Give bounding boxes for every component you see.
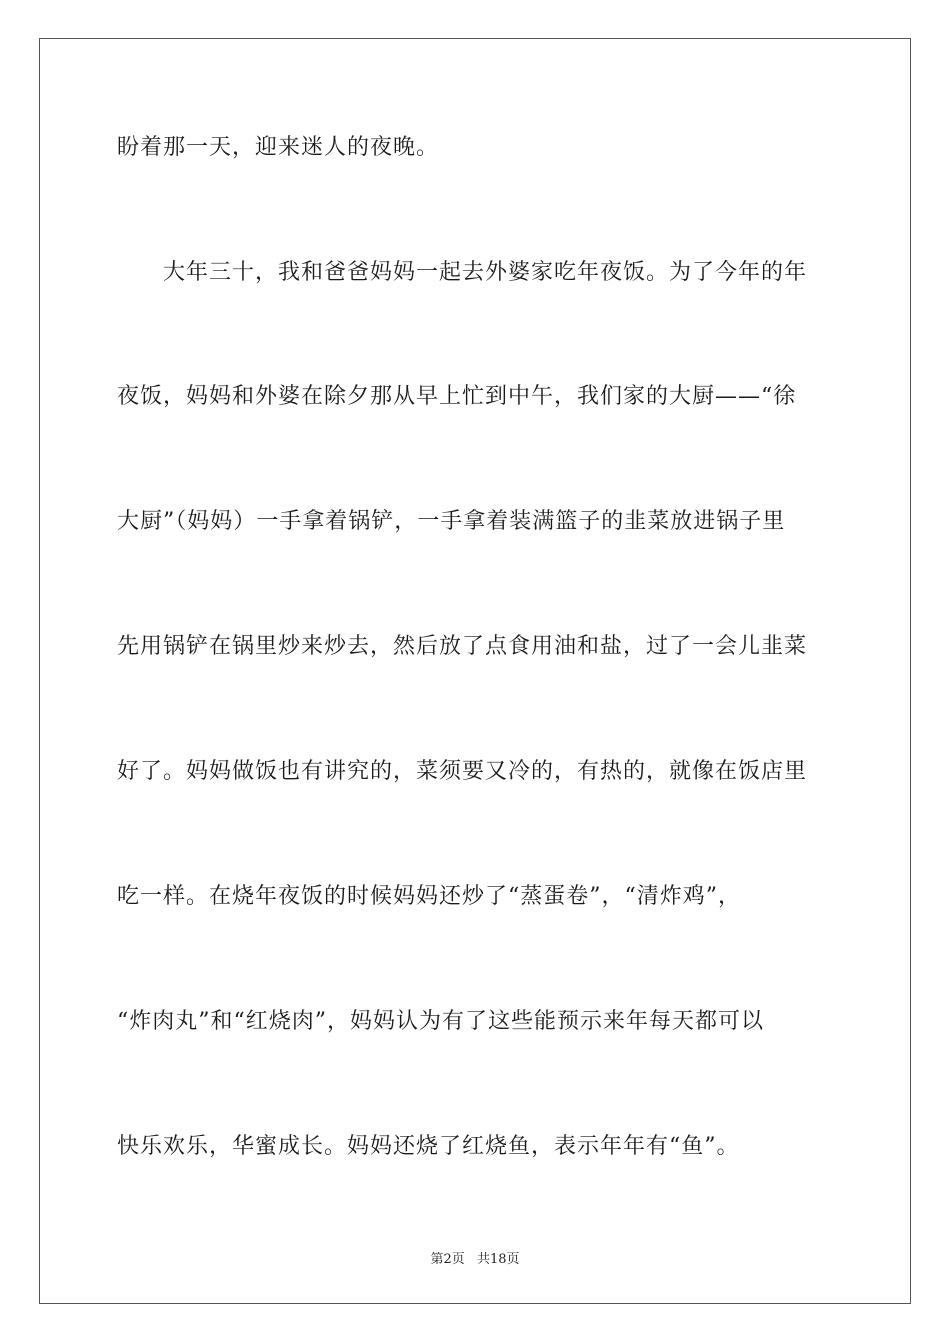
page-number: 第2页 [430,1252,465,1267]
page-footer [0,1248,950,1267]
text-line: 夜饭，妈妈和外婆在除夕那从早上忙到中午，我们家的大厨——“徐 [117,384,797,409]
text-line: “炸肉丸”和“红烧肉”，妈妈认为有了这些能预示来年每天都可以 [117,1009,764,1034]
text-line: 盼着那一天，迎来迷人的夜晚。 [117,135,440,160]
page-total: 共18页 [476,1252,520,1267]
text-line: 吃一样。在烧年夜饭的时候妈妈还炒了“蒸蛋卷”，“清炸鸡”， [117,884,741,909]
text-line: 先用锅铲在锅里炒来炒去，然后放了点食用油和盐，过了一会儿韭菜 [117,634,808,659]
page-frame [39,38,911,1304]
text-line: 好了。妈妈做饭也有讲究的，菜须要又冷的，有热的，就像在饭店里 [117,759,808,784]
text-line: 快乐欢乐，华蜜成长。妈妈还烧了红烧鱼，表示年年有“鱼”。 [117,1134,740,1159]
paragraph-first-line: 大年三十，我和爸爸妈妈一起去外婆家吃年夜饭。为了今年的年 [163,260,808,285]
text-line: 大厨”（妈妈）一手拿着锅铲，一手拿着装满篮子的韭菜放进锅子里 [117,509,786,534]
